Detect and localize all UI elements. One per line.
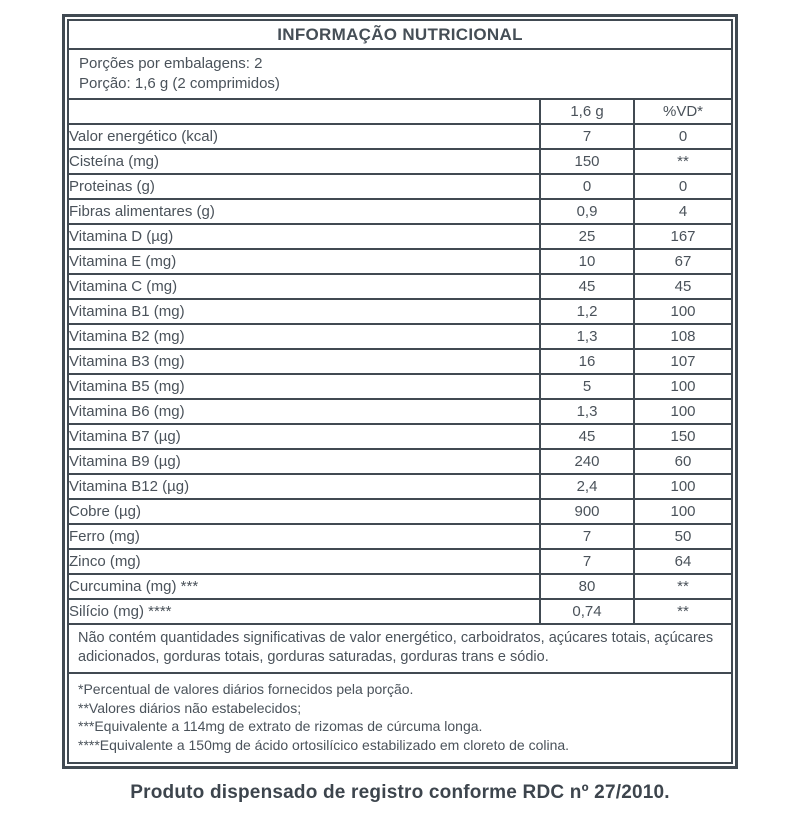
nutrient-row — [68, 274, 732, 299]
nutrient-amount: 45 — [540, 424, 634, 449]
footnote-line: *Percentual de valores diários fornecidos pela porção. — [78, 681, 414, 698]
nutrient-row — [68, 199, 732, 224]
servings-box — [67, 48, 733, 100]
nutrient-name: Cobre (µg) — [68, 499, 540, 524]
nutrient-dv: 107 — [634, 349, 732, 374]
nutrient-dv: 4 — [634, 199, 732, 224]
nutrient-dv: 108 — [634, 324, 732, 349]
nutrient-name: Valor energético (kcal) — [68, 124, 540, 149]
nutrient-row — [68, 249, 732, 274]
nutrient-dv: 64 — [634, 549, 732, 574]
nutrient-row — [68, 424, 732, 449]
nutrient-dv: ** — [634, 574, 732, 599]
nutrient-name: Vitamina B1 (mg) — [68, 299, 540, 324]
nutrient-amount: 150 — [540, 149, 634, 174]
nutrient-row — [68, 124, 732, 149]
nutrient-row — [68, 574, 732, 599]
nutrient-amount: 0,9 — [540, 199, 634, 224]
nutrient-amount: 900 — [540, 499, 634, 524]
nutrient-name: Zinco (mg) — [68, 549, 540, 574]
nutrient-name: Silício (mg) **** — [68, 599, 540, 624]
nutrient-name: Vitamina B5 (mg) — [68, 374, 540, 399]
nutrition-table — [67, 98, 733, 625]
nutrient-name: Vitamina B3 (mg) — [68, 349, 540, 374]
nutrient-dv: 0 — [634, 174, 732, 199]
nutrient-dv: 67 — [634, 249, 732, 274]
nutrition-title: INFORMAÇÃO NUTRICIONAL — [67, 19, 733, 50]
nutrient-row — [68, 224, 732, 249]
nutrient-name: Vitamina B12 (µg) — [68, 474, 540, 499]
nutrient-name: Vitamina B2 (mg) — [68, 324, 540, 349]
column-header-row — [68, 99, 732, 124]
nutrient-amount: 7 — [540, 549, 634, 574]
nutrient-name: Cisteína (mg) — [68, 149, 540, 174]
nutrient-amount: 25 — [540, 224, 634, 249]
nutrient-dv: 100 — [634, 299, 732, 324]
nutrient-dv: 60 — [634, 449, 732, 474]
nutrient-name: Ferro (mg) — [68, 524, 540, 549]
nutrient-row — [68, 149, 732, 174]
nutrient-dv: ** — [634, 599, 732, 624]
nutrient-name: Proteinas (g) — [68, 174, 540, 199]
nutrient-row — [68, 449, 732, 474]
column-header-dv: %VD* — [634, 99, 732, 124]
nutrient-name: Fibras alimentares (g) — [68, 199, 540, 224]
footnote-line: **Valores diários não estabelecidos; — [78, 699, 302, 716]
footnote-line: ****Equivalente a 150mg de ácido ortosilícico estabilizado em cloreto de colina. — [78, 737, 570, 754]
nutrition-label — [62, 14, 738, 769]
nutrient-amount: 240 — [540, 449, 634, 474]
column-header-empty — [68, 99, 540, 124]
nutrient-dv: 50 — [634, 524, 732, 549]
nutrient-amount: 45 — [540, 274, 634, 299]
nutrient-name: Vitamina C (mg) — [68, 274, 540, 299]
nutrient-row — [68, 499, 732, 524]
nutrient-name: Vitamina B6 (mg) — [68, 399, 540, 424]
nutrient-amount: 0,74 — [540, 599, 634, 624]
nutrient-row — [68, 549, 732, 574]
nutrient-row — [68, 399, 732, 424]
nutrient-amount: 2,4 — [540, 474, 634, 499]
nutrient-dv: 167 — [634, 224, 732, 249]
nutrient-dv: 45 — [634, 274, 732, 299]
nutrient-dv: ** — [634, 149, 732, 174]
nutrient-row — [68, 474, 732, 499]
nutrient-dv: 100 — [634, 499, 732, 524]
nutrient-amount: 10 — [540, 249, 634, 274]
nutrient-name: Curcumina (mg) *** — [68, 574, 540, 599]
nutrient-dv: 100 — [634, 374, 732, 399]
serving-size: Porção: 1,6 g (2 comprimidos) — [79, 74, 280, 92]
nutrient-amount: 16 — [540, 349, 634, 374]
nutrient-row — [68, 524, 732, 549]
nutrient-name: Vitamina B9 (µg) — [68, 449, 540, 474]
servings-per-package: Porções por embalagens: 2 — [79, 55, 263, 72]
nutrient-row — [68, 324, 732, 349]
nutrient-amount: 1,3 — [540, 324, 634, 349]
nutrient-amount: 5 — [540, 374, 634, 399]
nutrient-amount: 7 — [540, 124, 634, 149]
nutrient-row — [68, 599, 732, 624]
footnotes-box — [67, 672, 733, 763]
column-header-amount: 1,6 g — [540, 99, 634, 124]
nutrient-row — [68, 349, 732, 374]
nutrient-amount: 1,2 — [540, 299, 634, 324]
nutrient-tbody — [68, 124, 732, 624]
registration-statement: Produto dispensado de registro conforme RDC nº 27/2010. — [130, 781, 670, 803]
footnote-line: ***Equivalente a 114mg de extrato de rizomas de cúrcuma longa. — [78, 718, 483, 735]
nutrient-name: Vitamina D (µg) — [68, 224, 540, 249]
nutrient-row — [68, 174, 732, 199]
nutrient-amount: 0 — [540, 174, 634, 199]
nutrient-amount: 80 — [540, 574, 634, 599]
nutrient-name: Vitamina E (mg) — [68, 249, 540, 274]
nutrient-name: Vitamina B7 (µg) — [68, 424, 540, 449]
nutrient-amount: 1,3 — [540, 399, 634, 424]
nutrient-dv: 150 — [634, 424, 732, 449]
nutrient-row — [68, 374, 732, 399]
nutrient-dv: 100 — [634, 399, 732, 424]
no-significant-amounts-note: Não contém quantidades significativas de valor energético, carboidratos, açúcares totais, açúcares adicionados, gorduras totais, gorduras saturadas, gorduras trans e sódio. — [67, 623, 733, 674]
nutrient-dv: 100 — [634, 474, 732, 499]
nutrient-dv: 0 — [634, 124, 732, 149]
nutrient-amount: 7 — [540, 524, 634, 549]
nutrient-row — [68, 299, 732, 324]
